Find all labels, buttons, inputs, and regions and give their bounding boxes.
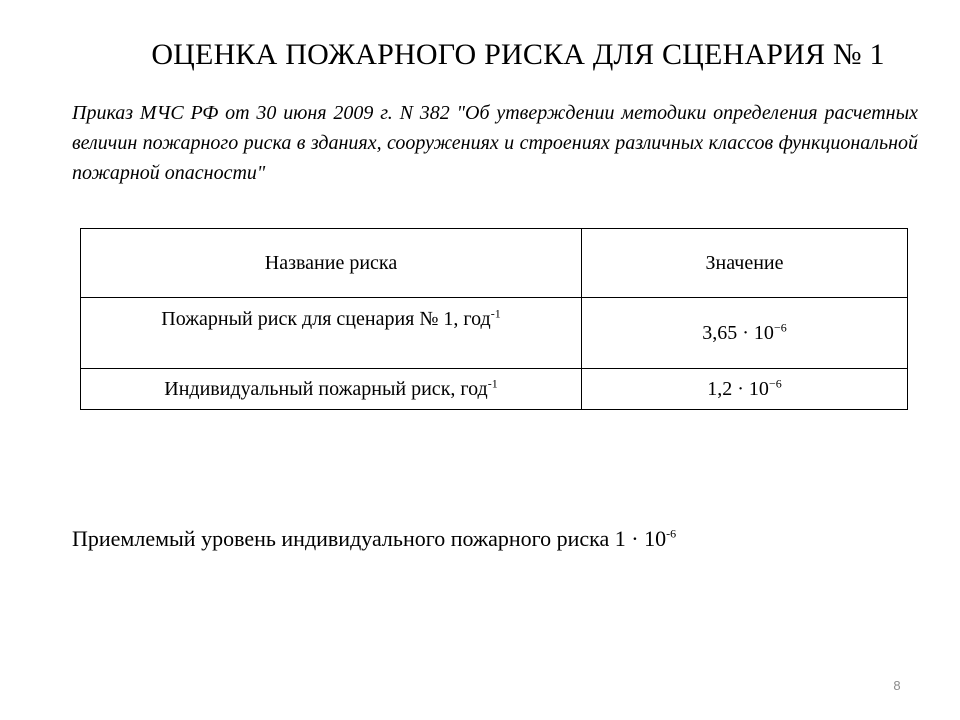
slide-title (0, 38, 960, 72)
risk-name-exponent: -1 (490, 306, 501, 321)
risk-value-exponent: −6 (768, 375, 782, 390)
acceptable-risk-text: Приемлемый уровень индивидуального пожарного риска 1 · 10 (72, 526, 667, 551)
risk-table (80, 228, 908, 410)
risk-value-exponent: −6 (773, 319, 787, 334)
table-header-row (81, 229, 908, 298)
table-row (81, 369, 908, 410)
slide-title-text: ОЦЕНКА ПОЖАРНОГО РИСКА ДЛЯ СЦЕНАРИЯ № 1 (151, 38, 885, 71)
risk-value-text: 1,2 · 10 (707, 377, 769, 400)
risk-value-text: 3,65 · 10 (702, 321, 774, 344)
acceptable-risk-exponent: -6 (666, 526, 677, 541)
regulation-reference: Приказ МЧС РФ от 30 июня 2009 г. N 382 "Об утверждении методики определения расчетных величин пожарного риска в зданиях, сооружениях и строениях различных классов функциональной пожарной опасности" (72, 102, 918, 184)
risk-name-cell (81, 369, 582, 410)
table-row (81, 298, 908, 369)
header-risk-name: Название риска (81, 229, 582, 298)
risk-name-text: Пожарный риск для сценария № 1, год (161, 308, 491, 330)
risk-value-cell (582, 298, 908, 369)
risk-name-exponent: -1 (487, 375, 498, 390)
risk-name-cell (81, 298, 582, 369)
header-risk-value: Значение (582, 229, 908, 298)
page-number: 8 (893, 678, 901, 693)
acceptable-risk-level (72, 526, 676, 552)
risk-name-text: Индивидуальный пожарный риск, год (164, 377, 488, 400)
risk-value-cell (582, 369, 908, 410)
